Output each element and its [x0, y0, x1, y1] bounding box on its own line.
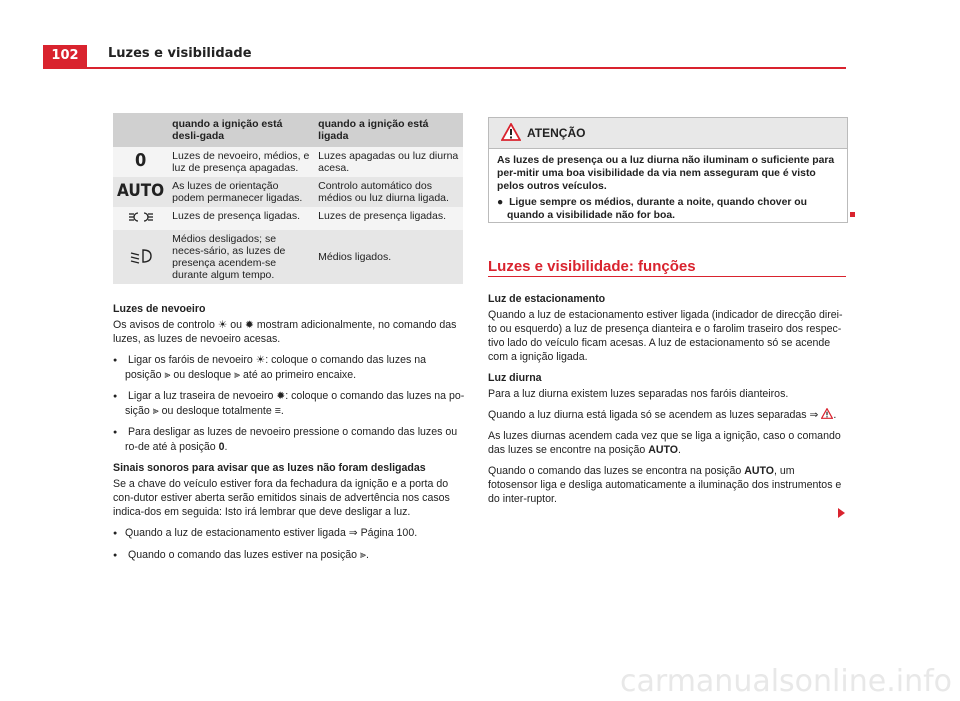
fog-lights-paragraph: Os avisos de controlo ☀ ou ✹ mostram adicionalmente, no comando das luzes, as luzes de nevoeiro acesas. [113, 319, 457, 345]
table-row [113, 230, 463, 284]
list-item: ● Para desligar as luzes de nevoeiro pressione o comando das luzes ou ro-de até à posição 0. [113, 425, 465, 454]
rear-fog-icon: ✹ [276, 390, 286, 402]
table-cell: As luzes de orientação podem permanecer ligadas. [168, 177, 314, 207]
daytime-light-paragraph: Para a luz diurna existem luzes separadas nos faróis dianteiros. [488, 388, 789, 400]
end-of-section-marker [850, 212, 855, 217]
right-column [488, 292, 843, 513]
warning-bullet: ● Ligue sempre os médios, durante a noite, quando chover ou quando a visibilidade não for boa. [497, 197, 807, 221]
table-header-ignition-off: quando a ignição está desli-gada [168, 113, 314, 147]
table-cell: Controlo automático dos médios ou luz diurna ligada. [314, 177, 463, 207]
warning-title: ATENÇÃO [527, 126, 586, 140]
daytime-light-paragraph: As luzes diurnas acendem cada vez que se liga a ignição, caso o comando das luzes se encontre na posição AUTO. [488, 430, 841, 456]
switch-position-zero-icon: 0 [218, 441, 225, 453]
warning-box [488, 117, 848, 223]
page-number: 102 [43, 45, 87, 67]
continue-arrow-icon [838, 508, 845, 518]
rear-fog-icon: ✹ [244, 319, 254, 331]
table-cell: Médios ligados. [314, 230, 463, 284]
daytime-light-heading: Luz diurna [488, 372, 542, 384]
list-item: ● Ligar os faróis de nevoeiro ☀: coloque o comando das luzes na posição ⫸ ou desloque ⫸ até ao primeiro encaixe. [113, 353, 465, 382]
position-lights-icon: ⫸ [152, 405, 159, 417]
warning-header [489, 118, 847, 149]
table-header-ignition-on: quando a ignição está ligada [314, 113, 463, 147]
daytime-light-paragraph: Quando a luz diurna está ligada só se acendem as luzes separadas ⇒ . [488, 409, 837, 421]
fog-lights-heading: Luzes de nevoeiro [113, 303, 206, 315]
position-lights-icon: ⫸ [234, 369, 241, 381]
position-lights-icon: ⫸ [164, 369, 171, 381]
table-row [113, 207, 463, 230]
warning-body [489, 149, 847, 230]
parking-light-heading: Luz de estacionamento [488, 293, 606, 305]
list-item: ● Quando o comando das luzes estiver na posição ⫸. [113, 548, 465, 563]
header-rule [43, 67, 846, 69]
position-lights-icon [113, 207, 168, 230]
table-header-row [113, 113, 463, 147]
switch-position-auto-icon: AUTO [648, 444, 679, 456]
switch-position-auto-icon: AUTO [744, 465, 775, 477]
watermark: carmanualsonline.info [620, 664, 952, 699]
table-cell: Luzes de nevoeiro, médios, e luz de presença apagadas. [168, 147, 314, 177]
low-beam-icon: ≡ [274, 405, 281, 417]
list-item: ● Ligar a luz traseira de nevoeiro ✹: coloque o comando das luzes na po-sição ⫸ ou desloque totalmente ≡. [113, 389, 465, 418]
parking-light-paragraph: Quando a luz de estacionamento estiver ligada (indicador de direcção direi-to ou esquerdo) a luz de presença dianteira e o farolim traseiro dos respec-tivo lado do veículo ficam acesas. A luz de estacionamento só se acende com a ignição ligada. [488, 309, 843, 363]
section-rule [488, 276, 846, 277]
warning-sounds-heading: Sinais sonoros para avisar que as luzes não foram desligadas [113, 462, 426, 474]
left-column [113, 302, 465, 570]
low-beam-icon [113, 230, 168, 284]
table-cell: Luzes apagadas ou luz diurna acesa. [314, 147, 463, 177]
front-fog-icon: ☀ [217, 319, 228, 331]
page-header-title: Luzes e visibilidade [108, 46, 252, 61]
warning-triangle-icon [821, 408, 833, 419]
table-cell: Luzes de presença ligadas. [168, 207, 314, 230]
table-cell: Luzes de presença ligadas. [314, 207, 463, 230]
switch-position-auto-icon: AUTO [113, 177, 168, 207]
table-header-empty [113, 113, 168, 147]
table-row [113, 147, 463, 177]
warning-paragraph: As luzes de presença ou a luz diurna não iluminam o suficiente para per-mitir uma boa visibilidade da via nem asseguram que é visto pelos outros veículos. [497, 155, 835, 192]
warning-sounds-paragraph: Se a chave do veículo estiver fora da fechadura da ignição e a porta do con-dutor estiver aberta serão emitidos sinais de advertência nos casos indica-dos em seguida: Isto irá lembrar que deve desligar a luz. [113, 478, 450, 518]
daytime-light-paragraph: Quando o comando das luzes se encontra na posição AUTO, um fotosensor liga e desliga automaticamente a iluminação dos instrumentos e do inter-ruptor. [488, 465, 842, 505]
switch-position-zero-icon: 0 [113, 147, 168, 177]
table-row [113, 177, 463, 207]
warning-triangle-icon [501, 123, 521, 141]
light-switch-table [113, 113, 463, 284]
section-title: Luzes e visibilidade: funções [488, 258, 696, 275]
table-cell: Médios desligados; se neces-sário, as luzes de presença acendem-se durante algum tempo. [168, 230, 314, 284]
list-item: ● Quando a luz de estacionamento estiver ligada ⇒ Página 100. [113, 526, 465, 541]
position-lights-icon: ⫸ [359, 549, 366, 561]
front-fog-icon: ☀ [255, 354, 266, 366]
